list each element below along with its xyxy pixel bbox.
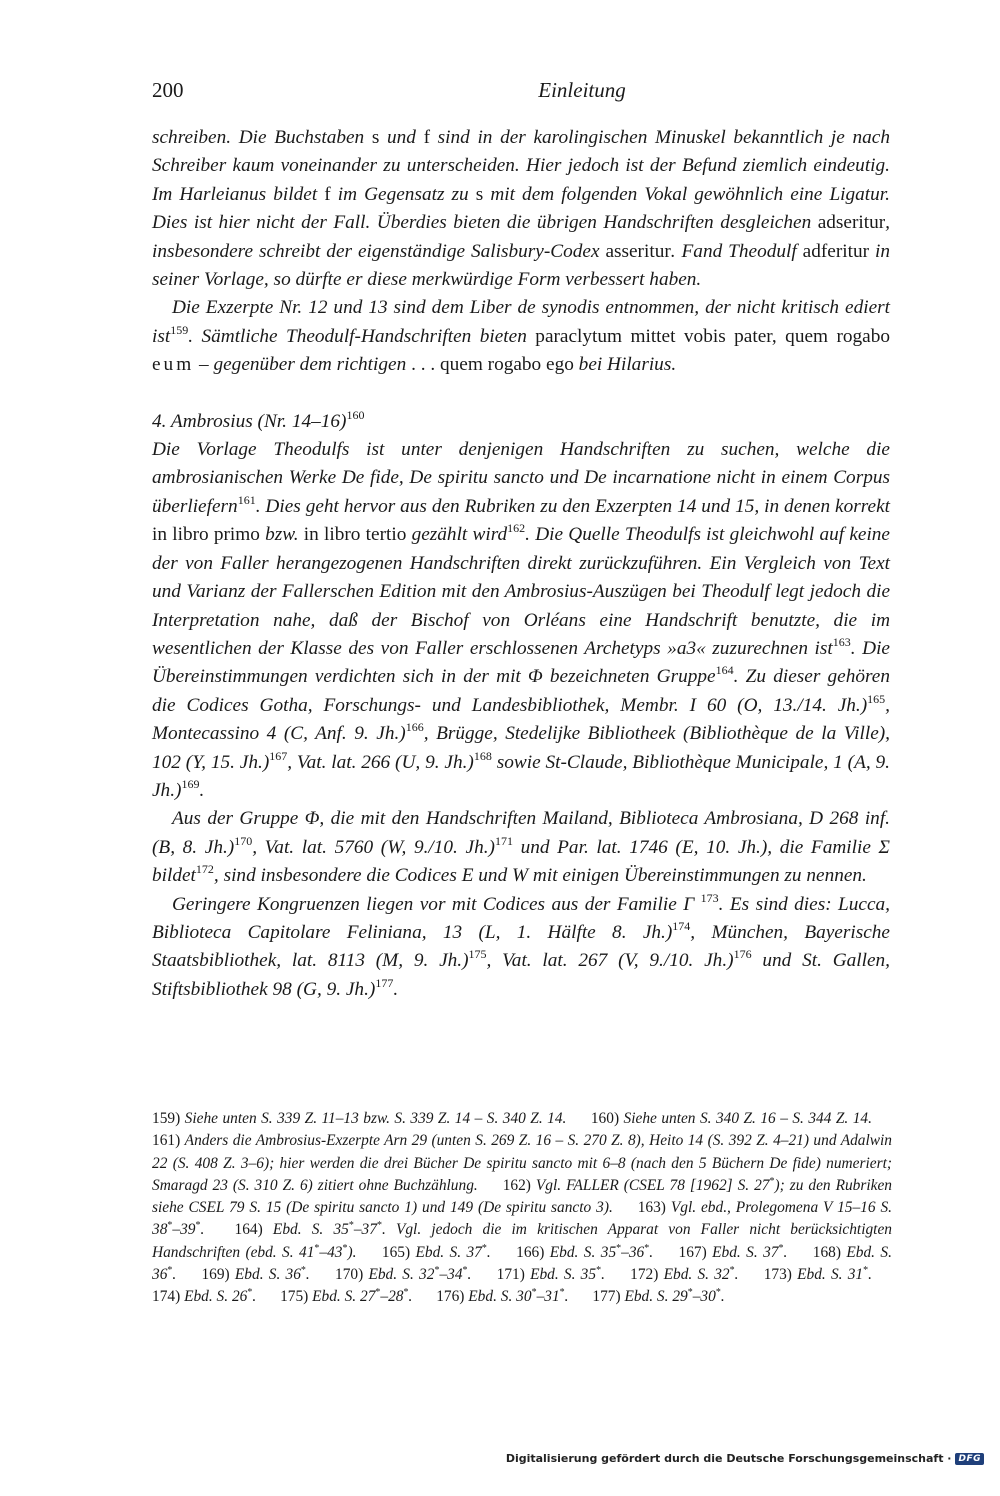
footnote-ref: 167 <box>269 748 288 763</box>
text-run: , insbesondere schreibt der eigenständige Salisbury-Codex <box>152 212 890 262</box>
footnote-text: Siehe unten S. 340 Z. 16 – S. 344 Z. 14. <box>623 1110 872 1127</box>
footnote-number: 172) <box>630 1266 664 1284</box>
latin-quote: paraclytum mittet vobis pater, quem rogabo <box>535 325 891 347</box>
paragraph <box>152 124 890 294</box>
text-run: und St. Gallen, Stiftsbibliothek 98 (G, 9. Jh.) <box>152 950 890 1000</box>
paragraph <box>152 891 890 1005</box>
footnote-text: Ebd. S. 32*–34*. <box>368 1265 472 1284</box>
text-run: , sind insbesondere die Codices E und W mit einigen Übereinstimmungen zu nennen. <box>213 865 867 887</box>
text-run: . Sämtliche Theodulf-Handschriften bieten <box>188 325 536 347</box>
latin-quote: in libro primo <box>152 524 260 546</box>
footnote-text: Ebd. S. 31*. <box>797 1265 872 1284</box>
text-run: und <box>379 127 424 148</box>
footnote-ref: 177 <box>375 975 394 990</box>
footnote-number: 176) <box>436 1288 469 1306</box>
footnote <box>152 1288 256 1305</box>
footnote-text: Ebd. S. 37*. <box>712 1242 788 1261</box>
footnote <box>436 1288 568 1305</box>
text-run: schreiben. Die Buchstaben <box>152 127 372 148</box>
text-run: . <box>199 779 205 801</box>
footnote-ref: 166 <box>405 720 424 735</box>
latin-quote: adseritur <box>817 212 886 234</box>
text-run: 4. Ambrosius (Nr. 14–16) <box>152 410 347 432</box>
dfg-logo-icon: DFG <box>955 1453 984 1465</box>
footnote-ref: 175 <box>468 947 487 962</box>
footnote-text: Ebd. S. 35*–36*. <box>549 1242 654 1261</box>
footnote-number: 160) <box>590 1110 624 1127</box>
text-run: sind in der karolingischen Minuskel bekanntlich je nach Schreiber kaum voneinander zu unterscheiden. Hier jedoch ist der Befund ziemlich eindeutig. Im Harleianus bildet <box>152 127 890 205</box>
footnote-number: 168) <box>812 1243 847 1261</box>
footnote-ref: 163 <box>832 634 851 649</box>
text-run: sowie St-Claude, Bibliothèque Municipale, 1 (A, 9. Jh.) <box>152 751 891 801</box>
footnote-ref: 174 <box>672 918 691 933</box>
footnote <box>497 1266 605 1283</box>
footnote-text: Vgl. FALLER (CSEL 78 [1962] S. 27*); zu den Rubriken siehe CSEL 79 S. 15 (De spiritu sancto 1) und 149 (De spiritu sancto 3). <box>152 1175 892 1217</box>
text-run: gegenüber dem richtigen <box>213 354 407 376</box>
footnote-ref: 165 <box>867 691 886 706</box>
footnote-number: 177) <box>592 1288 625 1306</box>
footnote-ref: 171 <box>494 833 513 848</box>
text-run: in seiner Vorlage, so dürfte er diese merkwürdige Form verbessert haben. <box>152 240 890 291</box>
running-head <box>152 78 892 108</box>
text-run: . Es sind dies: Lucca, Biblioteca Capitolare Feliniana, 13 (L, 1. Hälfte 8. Jh.) <box>152 893 890 943</box>
footnote-text: Ebd. S. 26*. <box>184 1287 257 1306</box>
latin-quote: adferitur <box>802 240 870 262</box>
text-run: Aus der Gruppe Φ, die mit den Handschriften Mailand, Biblioteca Ambrosiana, D 268 inf. (B, 8. Jh.) <box>152 808 890 858</box>
footnote-number: 175) <box>280 1288 313 1306</box>
footnote <box>592 1288 724 1305</box>
footnote-ref: 160 <box>346 407 365 422</box>
latin-quote: asseritur <box>605 240 671 262</box>
footnote-ref: 169 <box>181 776 200 791</box>
footnote-ref: 159 <box>170 322 189 337</box>
section-heading <box>152 408 890 436</box>
footnote-text: Anders die Ambrosius-Exzerpte Arn 29 (unten S. 269 Z. 16 – S. 270 Z. 8), Heito 14 (S. 392 Z. 4–21) und Adalwin 22 (S. 408 Z. 3–6); hier werden die drei Bücher De spiritu sancto mit 6–8 (nach den 5 Büchern De fide) numeriert; Smaragd 23 (S. 310 Z. 6) zitiert ohne Buchzählung. <box>152 1132 892 1194</box>
text-run: Die Vorlage Theodulfs ist unter denjenigen Handschriften zu suchen, welche die ambrosianischen Werke De fide, De spiritu sancto und De incarnatione nicht in einem Corpus überliefern <box>152 439 890 517</box>
latin-quote: in libro tertio <box>303 524 407 546</box>
colophon-text: Digitalisierung gefördert durch die Deutsche Forschungsgemeinschaft · <box>505 1452 952 1465</box>
text-run: , Brügge, Stedelijke Bibliotheek (Bibliothèque de la Ville), 102 (Y, 15. Jh.) <box>152 723 890 773</box>
text-run: . Dies geht hervor aus den Rubriken zu den Exzerpten 14 und 15, in denen korrekt <box>255 495 890 517</box>
paragraph <box>152 436 890 805</box>
footnote-number: 161) <box>152 1132 185 1150</box>
text-run: Die Exzerpte Nr. 12 und 13 sind dem Liber de synodis entnommen, der nicht kritisch ediert ist <box>152 297 890 347</box>
text-run: im Gegensatz zu <box>330 183 476 205</box>
text-run: mit dem folgenden Vokal gewöhnlich eine Ligatur. Dies ist hier nicht der Fall. Überdies bieten die übrigen Handschriften desgleichen <box>152 183 890 234</box>
text-run: . Zu dieser gehören die Codices Gotha, Forschungs- und Landesbibliothek, Membr. I 60 (O, 13./14. Jh.) <box>152 666 891 716</box>
footnote <box>679 1244 788 1261</box>
footnote-block <box>152 1108 892 1309</box>
text-run: , Vat. lat. 266 (U, 9. Jh.) <box>287 751 474 773</box>
footnote-number: 171) <box>496 1266 531 1284</box>
latin-quote: s <box>371 127 380 148</box>
footnote-text: Siehe unten S. 339 Z. 11–13 bzw. S. 339 Z. 14 – S. 340 Z. 14. <box>184 1110 567 1127</box>
text-run: . Die Übereinstimmungen verdichten sich in der mit Φ bezeichneten Gruppe <box>152 637 890 688</box>
paragraph <box>152 294 890 379</box>
footnote-ref: 173 <box>700 890 719 905</box>
footnote-text: Vgl. ebd., Prolegomena V 15–16 S. 38*–39*. <box>152 1199 892 1239</box>
footnote <box>335 1266 471 1283</box>
footnote-text: Ebd. S. 32*. <box>663 1265 739 1284</box>
text-run: , München, Bayerische Staatsbibliothek, lat. 8113 (M, 9. Jh.) <box>152 921 890 972</box>
text-run: . <box>393 978 399 1000</box>
footnote-number: 174) <box>152 1288 185 1306</box>
footnote-number: 163) <box>637 1199 671 1217</box>
footnote <box>764 1266 872 1283</box>
footnote-number: 166) <box>516 1243 550 1261</box>
body-text <box>152 124 890 1004</box>
text-run: . Fand Theodulf <box>670 240 803 262</box>
text-run: . Die Quelle Theodulfs ist gleichwohl auf keine der von Faller herangezogenen Handschriften direkt zurückzuführen. Ein Vergleich von Text und Varianz der Fallerschen Edition mit den Ambrosius-Auszügen bei Theodulf legt jedoch die Interpretation nahe, daß der Bischof von Orléans eine Handschrift benutzte, die im wesentlichen der Klasse des von Faller erschlossenen Archetyps »a3« zuzurechnen ist <box>152 524 890 659</box>
latin-quote: . . . quem rogabo ego <box>406 354 579 376</box>
latin-quote: – <box>194 354 214 376</box>
footnote-number: 173) <box>763 1266 798 1284</box>
footnote-text: Ebd. S. 29*–30*. <box>624 1287 725 1306</box>
footnote-number: 167) <box>678 1243 713 1261</box>
footnote-text: Ebd. S. 30*–31*. <box>468 1287 569 1306</box>
footnote-ref: 162 <box>507 521 526 536</box>
text-run: , Montecassino 4 (C, Anf. 9. Jh.) <box>152 694 890 745</box>
text-run: bei Hilarius. <box>578 354 677 376</box>
paragraph <box>152 805 890 890</box>
footnote-text: Ebd. S. 35*–37*. Vgl. jedoch die im kritischen Apparat von Faller nicht berücksichtigten Handschriften (ebd. S. 41*–43*). <box>152 1220 892 1261</box>
footnote-number: 159) <box>152 1110 185 1127</box>
footnote-ref: 176 <box>733 947 752 962</box>
footnote-ref: 172 <box>195 862 214 877</box>
footnote-text: Ebd. S. 35*. <box>530 1265 605 1284</box>
footnote-number: 165) <box>381 1243 416 1261</box>
footnote-number: 162) <box>502 1176 536 1194</box>
text-run: , Vat. lat. 267 (V, 9./10. Jh.) <box>486 950 734 972</box>
text-run: und Par. lat. 1746 (E, 10. Jh.), die Familie Σ bildet <box>152 836 890 887</box>
footnote <box>591 1110 872 1127</box>
latin-quote: s <box>475 183 484 205</box>
latin-quote: f <box>423 127 430 148</box>
running-title: Einleitung <box>538 78 626 102</box>
footnote <box>280 1288 412 1305</box>
text-run: bzw. <box>259 524 304 546</box>
footnote-ref: 164 <box>715 663 734 678</box>
footnote-number: 170) <box>335 1266 369 1284</box>
colophon <box>506 1452 984 1465</box>
footnote <box>630 1266 738 1283</box>
footnotes <box>152 1108 892 1309</box>
footnote-ref: 168 <box>473 748 492 763</box>
footnote <box>152 1110 566 1127</box>
footnote-text: Ebd. S. 27*–28*. <box>312 1287 413 1306</box>
latin-quote-spaced: eum <box>152 354 195 376</box>
footnote <box>382 1244 491 1261</box>
footnote-text: Ebd. S. 36*. <box>234 1265 310 1284</box>
footnote-text: Ebd. S. 36*. <box>152 1243 892 1284</box>
footnote <box>201 1266 309 1283</box>
footnote-ref: 170 <box>234 833 253 848</box>
footnote <box>516 1244 653 1261</box>
text-run: , Vat. lat. 5760 (W, 9./10. Jh.) <box>252 836 495 858</box>
text-run: Geringere Kongruenzen liegen vor mit Codices aus der Familie Γ <box>172 893 701 915</box>
footnote-text: Ebd. S. 37*. <box>415 1242 491 1261</box>
footnote-number: 169) <box>201 1266 235 1284</box>
text-run: gezählt wird <box>406 524 508 546</box>
page-number: 200 <box>152 78 184 102</box>
footnote-ref: 161 <box>237 492 256 507</box>
footnote-number: 164) <box>234 1221 273 1239</box>
latin-quote: f <box>324 183 331 205</box>
